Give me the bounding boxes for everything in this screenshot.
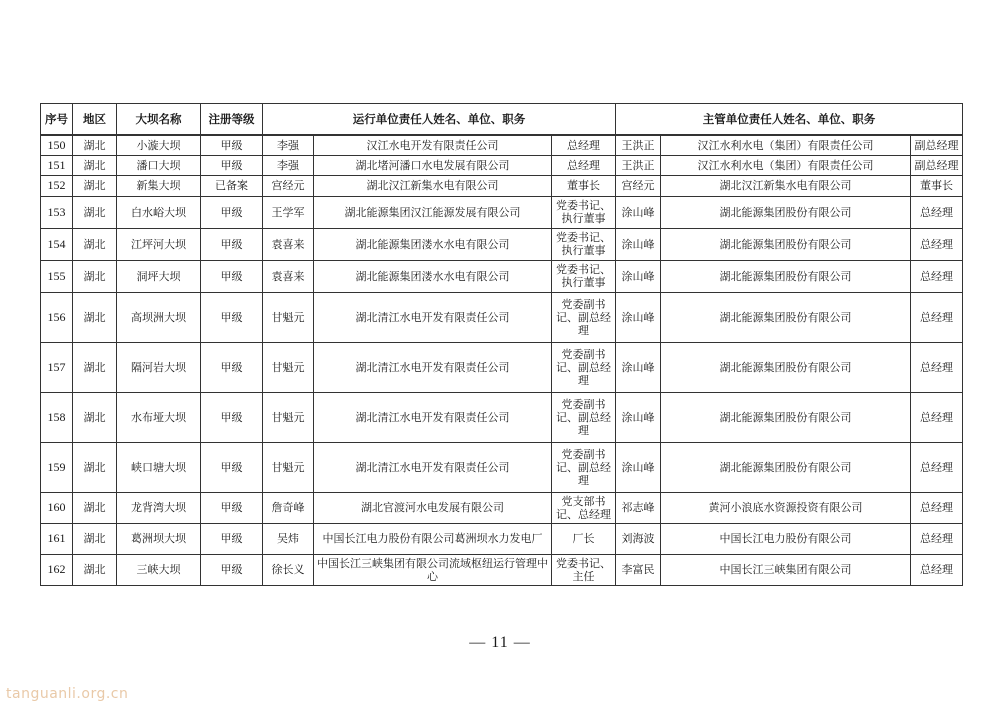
cell-dam-name: 新集大坝 — [117, 175, 201, 196]
cell-operator-unit: 湖北汉江新集水电有限公司 — [314, 175, 552, 196]
cell-grade: 甲级 — [201, 135, 263, 155]
cell-operator-unit: 湖北堵河潘口水电发展有限公司 — [314, 155, 552, 175]
cell-operator-name: 袁喜来 — [263, 228, 314, 260]
cell-operator-unit: 湖北清江水电开发有限责任公司 — [314, 392, 552, 442]
cell-supervisor-unit: 湖北能源集团股份有限公司 — [661, 196, 911, 228]
cell-supervisor-title: 副总经理 — [911, 135, 963, 155]
cell-dam-name: 隔河岩大坝 — [117, 342, 201, 392]
cell-supervisor-name: 涂山峰 — [616, 442, 661, 492]
cell-operator-title: 党支部书记、总经理 — [552, 492, 616, 523]
cell-dam-name: 洞坪大坝 — [117, 260, 201, 292]
table-row — [41, 292, 963, 342]
cell-region: 湖北 — [73, 260, 117, 292]
cell-no: 151 — [41, 155, 73, 175]
cell-supervisor-title: 副总经理 — [911, 155, 963, 175]
cell-operator-unit: 湖北清江水电开发有限责任公司 — [314, 342, 552, 392]
cell-supervisor-title: 总经理 — [911, 442, 963, 492]
cell-operator-name: 詹奇峰 — [263, 492, 314, 523]
cell-dam-name: 龙背湾大坝 — [117, 492, 201, 523]
cell-grade: 甲级 — [201, 260, 263, 292]
cell-region: 湖北 — [73, 492, 117, 523]
cell-operator-title: 总经理 — [552, 155, 616, 175]
cell-grade: 甲级 — [201, 292, 263, 342]
cell-no: 150 — [41, 135, 73, 155]
cell-operator-unit: 中国长江三峡集团有限公司流域枢纽运行管理中心 — [314, 554, 552, 585]
table-row — [41, 228, 963, 260]
cell-supervisor-unit: 汉江水利水电（集团）有限责任公司 — [661, 155, 911, 175]
table-row — [41, 392, 963, 442]
cell-dam-name: 潘口大坝 — [117, 155, 201, 175]
table-row — [41, 260, 963, 292]
cell-supervisor-unit: 中国长江三峡集团有限公司 — [661, 554, 911, 585]
dam-responsibility-table — [40, 103, 963, 586]
cell-supervisor-title: 总经理 — [911, 342, 963, 392]
cell-no: 152 — [41, 175, 73, 196]
cell-operator-name: 甘魁元 — [263, 342, 314, 392]
cell-operator-title: 党委书记、执行董事 — [552, 228, 616, 260]
cell-supervisor-title: 总经理 — [911, 196, 963, 228]
cell-supervisor-name: 宫经元 — [616, 175, 661, 196]
header-operator: 运行单位责任人姓名、单位、职务 — [263, 104, 616, 136]
watermark: tanguanli.org.cn — [6, 686, 129, 702]
table-row — [41, 155, 963, 175]
cell-operator-unit: 湖北能源集团溇水水电有限公司 — [314, 228, 552, 260]
cell-operator-unit: 中国长江电力股份有限公司葛洲坝水力发电厂 — [314, 523, 552, 554]
cell-operator-unit: 汉江水电开发有限责任公司 — [314, 135, 552, 155]
cell-operator-title: 厂长 — [552, 523, 616, 554]
cell-supervisor-name: 涂山峰 — [616, 342, 661, 392]
cell-operator-title: 党委副书记、副总经理 — [552, 442, 616, 492]
cell-operator-name: 甘魁元 — [263, 442, 314, 492]
cell-supervisor-name: 王洪正 — [616, 135, 661, 155]
cell-supervisor-unit: 湖北能源集团股份有限公司 — [661, 392, 911, 442]
cell-supervisor-unit: 湖北能源集团股份有限公司 — [661, 260, 911, 292]
cell-supervisor-name: 涂山峰 — [616, 392, 661, 442]
cell-dam-name: 水布垭大坝 — [117, 392, 201, 442]
cell-operator-title: 党委副书记、副总经理 — [552, 392, 616, 442]
cell-operator-unit: 湖北清江水电开发有限责任公司 — [314, 442, 552, 492]
cell-supervisor-name: 祁志峰 — [616, 492, 661, 523]
table-row — [41, 442, 963, 492]
cell-dam-name: 三峡大坝 — [117, 554, 201, 585]
cell-dam-name: 白水峪大坝 — [117, 196, 201, 228]
cell-operator-title: 董事长 — [552, 175, 616, 196]
cell-no: 157 — [41, 342, 73, 392]
cell-supervisor-title: 总经理 — [911, 228, 963, 260]
cell-region: 湖北 — [73, 442, 117, 492]
cell-operator-title: 党委副书记、副总经理 — [552, 342, 616, 392]
header-supervisor: 主管单位责任人姓名、单位、职务 — [616, 104, 963, 136]
cell-grade: 甲级 — [201, 155, 263, 175]
cell-no: 161 — [41, 523, 73, 554]
cell-operator-name: 袁喜来 — [263, 260, 314, 292]
cell-grade: 甲级 — [201, 342, 263, 392]
cell-operator-unit: 湖北能源集团汉江能源发展有限公司 — [314, 196, 552, 228]
cell-supervisor-name: 刘海波 — [616, 523, 661, 554]
header-seq: 序号 — [41, 104, 73, 136]
cell-region: 湖北 — [73, 523, 117, 554]
cell-operator-title: 总经理 — [552, 135, 616, 155]
cell-supervisor-name: 涂山峰 — [616, 228, 661, 260]
cell-supervisor-title: 总经理 — [911, 392, 963, 442]
cell-operator-title: 党委书记、执行董事 — [552, 260, 616, 292]
cell-operator-title: 党委副书记、副总经理 — [552, 292, 616, 342]
header-dam: 大坝名称 — [117, 104, 201, 136]
table-body — [41, 135, 963, 585]
cell-operator-unit: 湖北官渡河水电发展有限公司 — [314, 492, 552, 523]
cell-grade: 甲级 — [201, 196, 263, 228]
cell-operator-name: 吴炜 — [263, 523, 314, 554]
cell-dam-name: 高坝洲大坝 — [117, 292, 201, 342]
cell-operator-name: 王学军 — [263, 196, 314, 228]
cell-no: 158 — [41, 392, 73, 442]
cell-no: 153 — [41, 196, 73, 228]
cell-supervisor-unit: 汉江水利水电（集团）有限责任公司 — [661, 135, 911, 155]
cell-operator-name: 甘魁元 — [263, 392, 314, 442]
header-row — [41, 104, 963, 136]
cell-supervisor-name: 涂山峰 — [616, 260, 661, 292]
cell-operator-name: 宫经元 — [263, 175, 314, 196]
cell-no: 155 — [41, 260, 73, 292]
cell-supervisor-name: 王洪正 — [616, 155, 661, 175]
cell-dam-name: 峡口塘大坝 — [117, 442, 201, 492]
cell-supervisor-unit: 湖北能源集团股份有限公司 — [661, 442, 911, 492]
cell-region: 湖北 — [73, 554, 117, 585]
table-row — [41, 492, 963, 523]
cell-grade: 甲级 — [201, 392, 263, 442]
cell-no: 159 — [41, 442, 73, 492]
cell-grade: 甲级 — [201, 554, 263, 585]
cell-operator-name: 李强 — [263, 135, 314, 155]
cell-region: 湖北 — [73, 175, 117, 196]
cell-supervisor-name: 涂山峰 — [616, 196, 661, 228]
cell-supervisor-name: 李富民 — [616, 554, 661, 585]
cell-operator-name: 李强 — [263, 155, 314, 175]
cell-grade: 甲级 — [201, 228, 263, 260]
cell-supervisor-unit: 湖北汉江新集水电有限公司 — [661, 175, 911, 196]
cell-dam-name: 葛洲坝大坝 — [117, 523, 201, 554]
table-row — [41, 554, 963, 585]
cell-no: 156 — [41, 292, 73, 342]
table-row — [41, 175, 963, 196]
header-region: 地区 — [73, 104, 117, 136]
cell-supervisor-unit: 湖北能源集团股份有限公司 — [661, 292, 911, 342]
cell-grade: 甲级 — [201, 492, 263, 523]
cell-supervisor-unit: 湖北能源集团股份有限公司 — [661, 228, 911, 260]
cell-supervisor-unit: 中国长江电力股份有限公司 — [661, 523, 911, 554]
cell-grade: 甲级 — [201, 523, 263, 554]
cell-region: 湖北 — [73, 392, 117, 442]
cell-operator-name: 甘魁元 — [263, 292, 314, 342]
cell-dam-name: 小漩大坝 — [117, 135, 201, 155]
header-grade: 注册等级 — [201, 104, 263, 136]
cell-region: 湖北 — [73, 292, 117, 342]
cell-operator-name: 徐长义 — [263, 554, 314, 585]
cell-grade: 甲级 — [201, 442, 263, 492]
cell-region: 湖北 — [73, 135, 117, 155]
cell-no: 162 — [41, 554, 73, 585]
cell-dam-name: 江坪河大坝 — [117, 228, 201, 260]
cell-supervisor-unit: 湖北能源集团股份有限公司 — [661, 342, 911, 392]
cell-supervisor-title: 总经理 — [911, 523, 963, 554]
page-number: — 11 — — [469, 634, 531, 651]
cell-grade: 已备案 — [201, 175, 263, 196]
cell-supervisor-title: 总经理 — [911, 554, 963, 585]
cell-no: 160 — [41, 492, 73, 523]
table-row — [41, 135, 963, 155]
cell-operator-title: 党委书记、执行董事 — [552, 196, 616, 228]
cell-supervisor-title: 总经理 — [911, 260, 963, 292]
cell-supervisor-title: 董事长 — [911, 175, 963, 196]
cell-region: 湖北 — [73, 228, 117, 260]
table-row — [41, 523, 963, 554]
cell-supervisor-title: 总经理 — [911, 292, 963, 342]
cell-operator-unit: 湖北清江水电开发有限责任公司 — [314, 292, 552, 342]
cell-region: 湖北 — [73, 342, 117, 392]
cell-region: 湖北 — [73, 196, 117, 228]
cell-operator-title: 党委书记、主任 — [552, 554, 616, 585]
cell-supervisor-name: 涂山峰 — [616, 292, 661, 342]
table-row — [41, 196, 963, 228]
cell-region: 湖北 — [73, 155, 117, 175]
cell-supervisor-title: 总经理 — [911, 492, 963, 523]
table-row — [41, 342, 963, 392]
cell-no: 154 — [41, 228, 73, 260]
cell-supervisor-unit: 黄河小浪底水资源投资有限公司 — [661, 492, 911, 523]
cell-operator-unit: 湖北能源集团溇水水电有限公司 — [314, 260, 552, 292]
